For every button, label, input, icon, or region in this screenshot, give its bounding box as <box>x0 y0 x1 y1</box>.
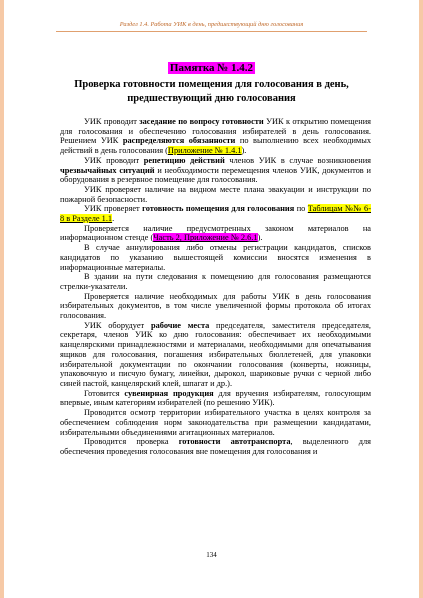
paragraph-text: Проверяется наличие предусмотренных законом материалов на информационном стенде ( <box>60 223 371 243</box>
paragraph-text: по <box>294 204 308 214</box>
paragraph-text: членов УИК в случае возникновения <box>224 155 372 165</box>
body-paragraph <box>60 272 371 291</box>
bold-term: заседание по вопросу готовности <box>139 117 264 126</box>
paragraph-text: УИК проводит <box>84 117 140 126</box>
body-paragraph <box>60 243 371 272</box>
paragraph-text: по выполнению всех необходимых действий в день голосования ( <box>60 136 371 156</box>
paragraph-text: В здании на пути следования к помещению для голосования размещаются стрелки-указатели. <box>60 272 371 291</box>
paragraph-text: УИК к открытию помещения для голосования и обеспечению голосования избирателей в день голосования. Решением УИК <box>60 117 371 146</box>
bold-term: готовности автотранспорта <box>178 437 291 447</box>
paragraph-text: Проверяется наличие необходимых для работы УИК в день голосования избирательных документов, в том числе увеличенной формы протокола об итогах голосования. <box>60 291 371 321</box>
bold-term: распределяются обязанности <box>122 136 236 146</box>
memo-title-text: Памятка № 1.4.2 <box>169 62 254 74</box>
paragraph-text: Проводится осмотр территории избирательного участка в целях контроля за обеспечением соблюдения норм законодательства при размещении кандидатами, избирательными объединениями агитационных материалов. <box>60 408 371 437</box>
paragraph-text: для вручения избирателям, голосующим впервые, иным категориям избирателей (по решению УИК). <box>60 388 371 408</box>
bold-term: чрезвычайных ситуаций <box>60 165 155 175</box>
document-body <box>60 117 371 457</box>
paragraph-text: . <box>112 214 115 224</box>
paragraph-text: ). <box>241 146 247 156</box>
paragraph-text: Готовится <box>84 388 125 398</box>
paragraph-text: В случае аннулирования либо отмены регистрации кандидатов, списков кандидатов по указанию вышестоящей комиссии вносятся изменения в информационные материалы. <box>60 243 371 272</box>
document-heading: Проверка готовности помещения для голосования в день, предшествующий дню голосования <box>74 79 349 104</box>
body-paragraph <box>60 185 371 204</box>
body-paragraph <box>60 389 371 408</box>
paragraph-text: УИК проводит <box>84 155 144 165</box>
running-header: Раздел 1.4. Работа УИК в день, предшествующий дню голосования <box>119 21 304 28</box>
body-paragraph <box>60 292 371 321</box>
paragraph-text: УИК проверяет <box>84 204 143 214</box>
paragraph-text: Проводится проверка <box>84 437 179 447</box>
bold-term: готовность помещения для голосования <box>142 204 295 214</box>
bold-term: сувенирная продукция <box>124 388 214 398</box>
page-number: 134 <box>206 551 217 559</box>
body-paragraph <box>60 321 371 389</box>
header-rule <box>56 31 367 32</box>
body-paragraph <box>60 437 371 456</box>
cross-reference-link[interactable]: Таблицам №№ 6-8 в Разделе 1.1 <box>60 204 371 224</box>
paragraph-text: и необходимости перемещения членов УИК, документов и оборудования в резервное помещение для голосования. <box>60 165 371 185</box>
paragraph-text: председателя, заместителя председателя, секретаря, членов УИК ко дню голосования: обеспечивает их необходимыми канцелярскими принадлежностями и материалами, необходимыми для опечатывания ящиков для голосования, погашения избирательных бюллетеней, для упаковки избирательной документации по окончании голосования (конверты, ножницы, упаковочную и писчую бумагу, линейки, дырокол, шариковые ручки с черной либо синей пастой, канцелярский клей, шпагат и др.). <box>60 320 371 388</box>
bold-term: репетицию действий <box>143 155 225 165</box>
memo-title <box>0 58 423 76</box>
body-paragraph <box>60 156 371 185</box>
cross-reference-link[interactable]: Часть 2, Приложение № 2.6.1 <box>153 233 258 243</box>
body-paragraph <box>60 408 371 437</box>
paragraph-text: УИК проверяет наличие на видном месте плана эвакуации и инструкции по пожарной безопасности. <box>60 184 371 204</box>
paragraph-text: ). <box>257 233 263 243</box>
body-paragraph <box>60 117 371 156</box>
body-paragraph <box>60 224 371 243</box>
body-paragraph <box>60 204 371 223</box>
paragraph-text: , выделенного для обеспечения проведения голосования вне помещения для голосования и <box>60 437 372 456</box>
cross-reference-link[interactable]: Приложение № 1.4.1 <box>167 146 242 156</box>
bold-term: рабочие места <box>150 320 210 330</box>
paragraph-text: УИК оборудует <box>84 320 151 330</box>
